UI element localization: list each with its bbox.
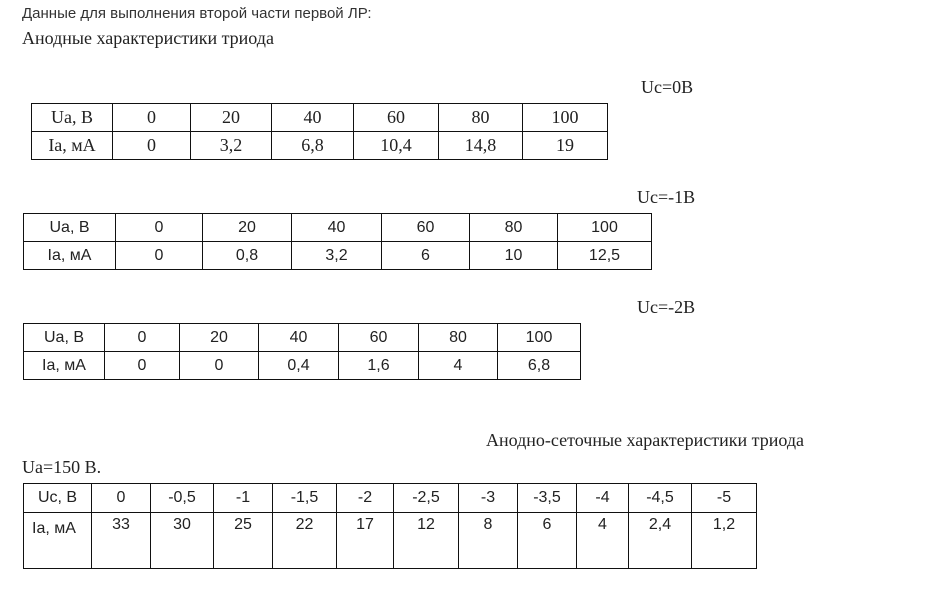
section-title-grid: Анодно-сеточные характеристики триода [486,430,804,450]
table-cell: 4 [577,513,629,569]
table-row [24,324,581,352]
table-row [32,104,608,132]
header-cell: Uc, В [24,484,92,513]
table-cell: 80 [419,324,498,352]
table-cell: 6,8 [272,132,354,160]
table-row [24,484,757,513]
table-cell: 2,4 [629,513,692,569]
table-cell: 8 [459,513,518,569]
header-cell: Ua, В [24,324,105,352]
table-cell: 0 [116,214,203,242]
table-cell: 0 [113,132,191,160]
table-cell: 10,4 [354,132,439,160]
table-cell: 0 [105,324,180,352]
header-cell: Ua, B [32,104,113,132]
table-cell: -1 [214,484,273,513]
table-cell: 40 [259,324,339,352]
table-cell: 30 [151,513,214,569]
table-cell: 0 [116,242,203,270]
header-cell: Ua, В [24,214,116,242]
table-cell: 17 [337,513,394,569]
table-cell: 3,2 [292,242,382,270]
table-row [32,132,608,160]
table-cell: 100 [498,324,581,352]
table-cell: 0 [105,352,180,380]
table-cell: 0 [92,484,151,513]
anode-table-uc0 [31,103,608,160]
header-cell: Ia, мА [24,352,105,380]
table-cell: 40 [292,214,382,242]
table-cell: 0 [180,352,259,380]
table-cell: -0,5 [151,484,214,513]
table-cell: 0 [113,104,191,132]
table-row [24,214,652,242]
table-cell: -3,5 [518,484,577,513]
table-row [24,513,757,569]
table-cell: 40 [272,104,354,132]
table-cell: 80 [470,214,558,242]
table-cell: 19 [523,132,608,160]
table-cell: -4 [577,484,629,513]
table-row [24,242,652,270]
table-cell: 100 [523,104,608,132]
ua-note: Ua=150 B. [22,457,102,477]
table-cell: 20 [191,104,272,132]
header-cell: Ia, мА [24,242,116,270]
header-cell: Ia, мА [32,132,113,160]
table-cell: 60 [382,214,470,242]
table-cell: 0,4 [259,352,339,380]
table-cell: 12 [394,513,459,569]
table-cell: 10 [470,242,558,270]
table-cell: 0,8 [203,242,292,270]
table-cell: 20 [180,324,259,352]
table-cell: 1,6 [339,352,419,380]
table-cell: 80 [439,104,523,132]
table-cell: 6 [382,242,470,270]
table-cell: 25 [214,513,273,569]
intro-text: Данные для выполнения второй части первой ЛР: [22,5,372,22]
table-cell: 60 [339,324,419,352]
table-cell: 33 [92,513,151,569]
table-cell: 3,2 [191,132,272,160]
table-cell: 100 [558,214,652,242]
grid-table [23,483,757,569]
table-cell: -3 [459,484,518,513]
section-title-anode: Анодные характеристики триода [22,28,274,48]
condition-label-uc0: Uc=0B [641,77,694,97]
header-cell: Ia, мА [24,513,92,569]
table-cell: -5 [692,484,757,513]
table-cell: 1,2 [692,513,757,569]
table-cell: 60 [354,104,439,132]
condition-label-uc-2: Uc=-2B [637,297,696,317]
table-cell: 4 [419,352,498,380]
table-cell: -4,5 [629,484,692,513]
table-cell: -2 [337,484,394,513]
table-cell: 20 [203,214,292,242]
table-row [24,352,581,380]
table-cell: 6 [518,513,577,569]
anode-table-uc-1 [23,213,652,270]
table-cell: 14,8 [439,132,523,160]
table-cell: 6,8 [498,352,581,380]
anode-table-uc-2 [23,323,581,380]
table-cell: -1,5 [273,484,337,513]
table-cell: -2,5 [394,484,459,513]
condition-label-uc-1: Uc=-1B [637,187,696,207]
table-cell: 22 [273,513,337,569]
table-cell: 12,5 [558,242,652,270]
